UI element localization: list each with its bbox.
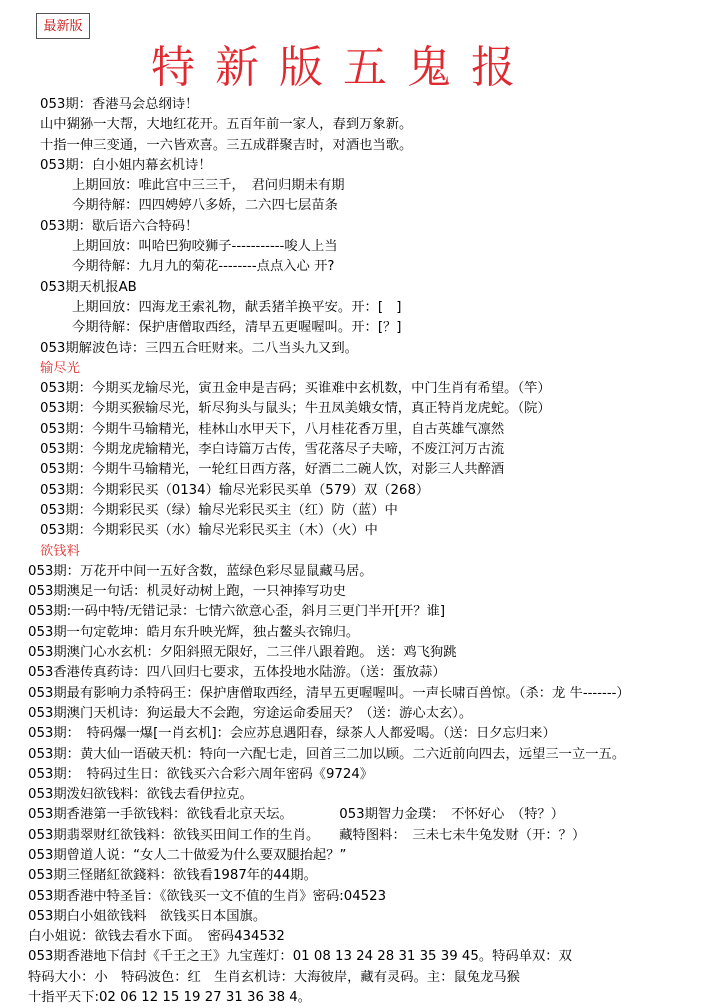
text-line: 053期白小姐欲钱料 欲钱买日本国旗。 <box>28 908 267 924</box>
text-line: 053期：今期牛马输精光，一轮红日西方落，好酒二二碗人饮，对影三人共醉酒 <box>40 462 505 478</box>
text-line: 053期三怪賭紅欲錢料：欲钱看1987年的44期。 <box>28 868 317 884</box>
text-line: 053期：歇后语六合特码！ <box>40 218 199 234</box>
text-line: 今期待解：四四娉婷八多娇，二六四七层苗条 <box>72 198 338 214</box>
text-line: 053期最有影响力杀特码王：保护唐僧取西经，清早五更喔喔叫。一声长啸百兽惊。（杀：龙 牛-------） <box>28 685 630 701</box>
text-line: 今期待解：九月九的菊花--------点点入心 开? <box>72 259 335 275</box>
text-line: 053期：万花开中间一五好含数，蓝绿色彩尽显鼠藏马居。 <box>28 563 373 579</box>
text-line: 上期回放：唯此宫中三三千， 君问归期未有期 <box>72 178 345 194</box>
text-line: 053期：今期龙虎输精光，李白诗篇万古传，雪花落尽子夫啼，不废江河万古流 <box>40 442 505 458</box>
text-line: 特码大小：小 特码波色：红 生肖玄机诗：大海彼岸，藏有灵码。主：鼠兔龙马猴 <box>28 969 520 985</box>
text-line: 上期回放：叫哈巴狗咬狮子-----------唆人上当 <box>72 239 338 255</box>
text-line: 053期：今期买猴输尽光，斩尽狗头与鼠头；牛丑凤美娥女情，真正特肖龙虎蛇。（院） <box>40 401 551 417</box>
text-line: 053香港传真药诗：四八回归七要求，五体投地水陆游。（送：蛋放蒜） <box>28 665 446 681</box>
text-line: 白小姐说：欲钱去看水下面。 密码434532 <box>28 929 285 945</box>
text-line: 053期:一码中特/无错记录：七情六欲意心歪，斜月三更门半开[开？谁] <box>28 604 446 620</box>
edition-badge: 最新版 <box>36 13 90 39</box>
text-line: 053期香港第一手欲钱料：欲钱看北京天坛。 053期智力金璞： 不怀好心 （特？） <box>28 807 565 823</box>
text-line: 053期香港中特圣旨：《欲钱买一文不值的生肖》密码:04523 <box>28 888 387 904</box>
text-line: 053期一句定乾坤：皓月东升映光辉，独占鳌头衣锦归。 <box>28 624 360 640</box>
text-line: 053期解波色诗：三四五合旺财来。二八当头九又到。 <box>40 340 358 356</box>
text-line: 053期：今期彩民买（0134）输尽光彩民买单（579）双（268） <box>40 482 430 498</box>
text-line: 053期：黄大仙一语破天机：特向一六配七走，回首三二加以顾。二六近前向四去，远望三一立一五。 <box>28 746 626 762</box>
text-line: 053期泼妇欲钱料：欲钱去看伊拉克。 <box>28 787 253 803</box>
text-line: 053期香港地下信封《千王之王》九宝莲灯：01 08 13 24 28 31 35 39 45。特码单双：双 <box>28 949 572 965</box>
text-line: 十指一伸三变通，一六皆欢喜。三五成群聚吉时，对酒也当歌。 <box>40 137 413 153</box>
text-line: 山中猢狲一大帮，大地红花开。五百年前一家人，春到万象新。 <box>40 117 413 133</box>
text-line: 053期：今期牛马输精光，桂林山水甲天下，八月桂花香万里，自古英雄气凛然 <box>40 421 505 437</box>
text-line: 053期： 特码爆一爆[一肖玄机]：会应苏息遇阳春，绿茶人人都爱喝。（送：日夕忘归来） <box>28 726 556 742</box>
text-line: 053期天机报AB <box>40 279 137 295</box>
text-line: 053期澳门心水玄机：夕阳斜照无限好，二三伴八跟着跑。 送：鸡飞狗跳 <box>28 645 457 661</box>
text-line: 053期曾道人说：“女人二十做爱为什么要双腿抬起？” <box>28 847 347 863</box>
text-line: 上期回放：四海龙王索礼物，献丢猪羊换平安。开：[ ] <box>72 299 402 315</box>
content-lines <box>0 95 706 1008</box>
text-line: 053期翡翠财红欲钱料：欲钱买田间工作的生肖。 藏特图料： 三未七未牛兔发财（开：？） <box>28 827 586 843</box>
section-heading: 输尽光 <box>40 360 80 376</box>
page-title: 特新版五鬼报 <box>151 42 535 93</box>
text-line: 今期待解：保护唐僧取西经，清早五更喔喔叫。开：[？] <box>72 320 402 336</box>
text-line: 053期：今期彩民买（水）输尽光彩民买主（木）（火）中 <box>40 523 378 539</box>
text-line: 053期澳门天机诗：狗运最大不会跑，穷途运命委屈天？（送：游心太玄）。 <box>28 705 473 721</box>
text-line: 053期：白小姐内幕玄机诗！ <box>40 157 212 173</box>
text-line: 053期：今期彩民买（绿）输尽光彩民买主（红）防（蓝）中 <box>40 502 398 518</box>
text-line: 十指平天下:02 06 12 15 19 27 31 36 38 4。 <box>28 990 312 1006</box>
text-line: 053期： 特码过生日：欲钱买六合彩六周年密码《9724》 <box>28 766 374 782</box>
text-line: 053期：香港马会总纲诗！ <box>40 97 199 112</box>
section-heading: 欲钱料 <box>40 543 80 559</box>
text-line: 053期澳足一句话：机灵好动树上跑，一只神捧写功史 <box>28 584 346 600</box>
text-line: 053期：今期买龙输尽光，寅丑金申是吉码；买谁难中玄机数，中门生肖有希望。（竿） <box>40 381 551 397</box>
